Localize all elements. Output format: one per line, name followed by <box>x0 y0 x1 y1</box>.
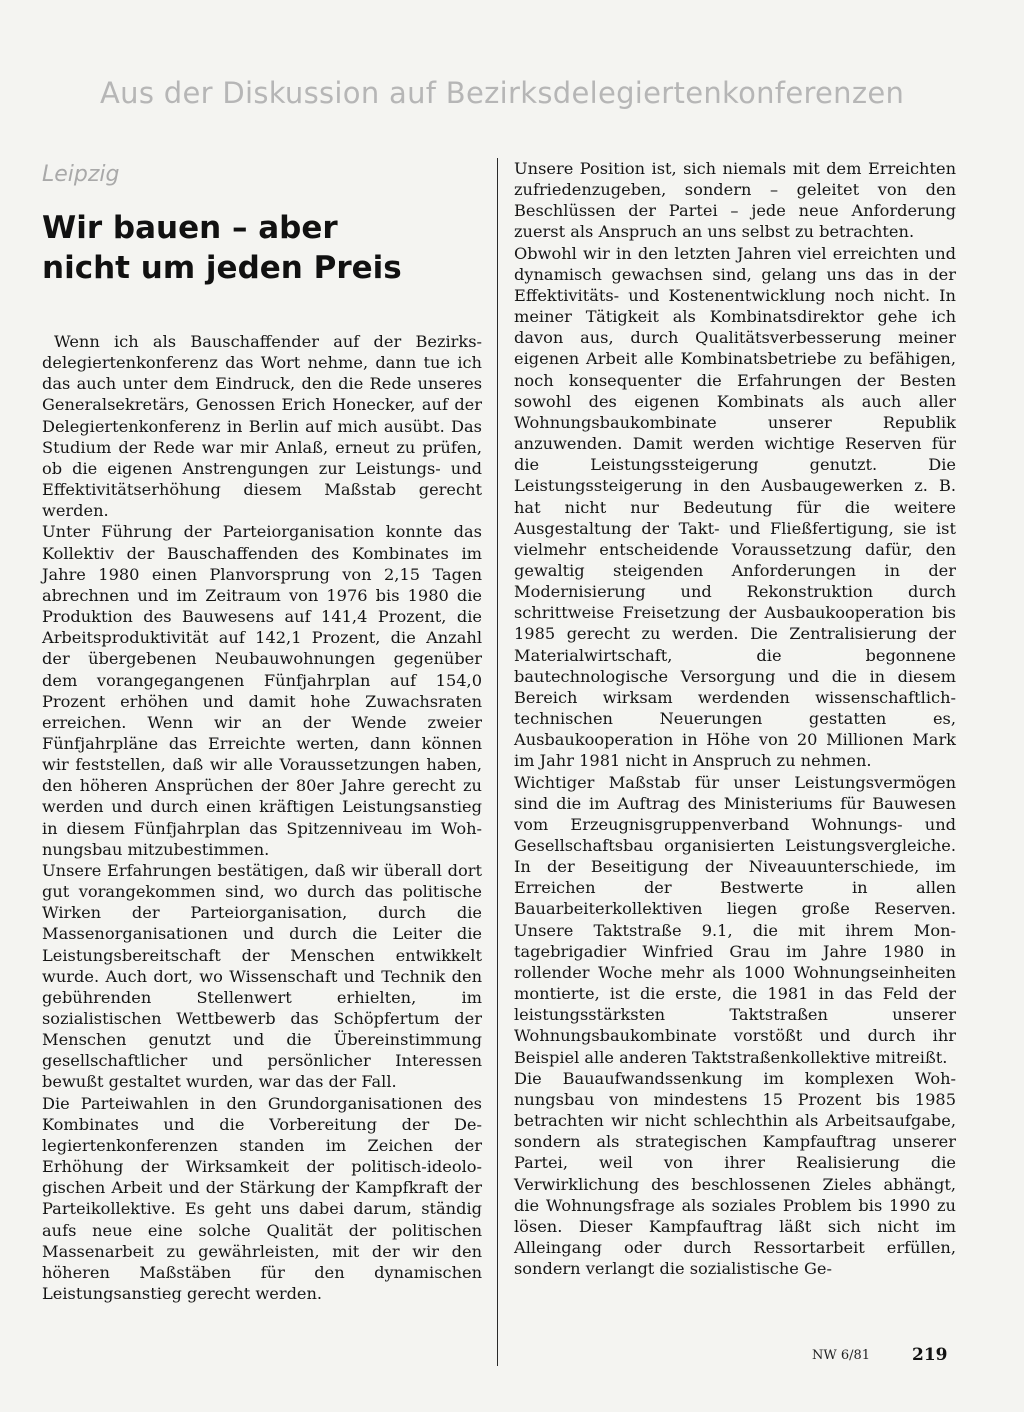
headline-line-2: nicht um jeden Preis <box>42 250 402 286</box>
right-column <box>514 158 956 1279</box>
page-number: 219 <box>912 1345 948 1365</box>
left-column <box>42 331 482 1304</box>
paragraph: Wichtiger Maßstab für unser Leistungsvermögen sind die im Auftrag des Ministeriums für Bauwesen vom Erzeugnisgruppenverband Wohnungs- und Gesellschaftsbau organisierten Leistungsvergleiche. In der Beseitigung der Niveauunterschiede, im Erreichen der Bestwerte in allen Bauarbeiterkollektiven liegen große Reserven. Unsere Taktstraße 9.1, die mit ihrem Montagebrigadier Winfried Grau im Jahre 1980 in rollender Woche mehr als 1000 Wohnungseinheiten montierte, ist die erste, die 1981 in das Feld der leistungsstärksten Taktstraßen unserer Wohnungsbaukombinate vorstößt und durch ihr Beispiel alle anderen Taktstraßenkollektive mitreißt. <box>514 772 956 1067</box>
issue-label: NW 6/81 <box>812 1348 871 1363</box>
paragraph: Wenn ich als Bauschaffender auf der Bezirksdelegiertenkonferenz das Wort nehme, dann tue ich das auch unter dem Eindruck, den die Rede unseres Generalsekretärs, Genossen Erich Honecker, auf der Delegiertenkonferenz in Berlin auf mich ausübt. Das Studium der Rede war mir Anlaß, erneut zu prüfen, ob die eigenen Anstrengungen zur Leistungs- und Effektivitätserhöhung diesem Maßstab gerecht werden. <box>42 332 482 521</box>
article-location: Leipzig <box>42 162 120 187</box>
paragraph: Obwohl wir in den letzten Jahren viel erreichten und dynamisch gewachsen sind, gelang uns das in der Effektivitäts- und Kostenentwicklung noch nicht. In meiner Tätigkeit als Kombinatsdirektor gehe ich davon aus, durch Qualitätsverbesserung meiner eigenen Arbeit alle Kombinatsbetriebe zu befähigen, noch konsequenter die Erfahrungen der Besten sowohl des eigenen Kombinats als auch aller Wohnungsbaukombinate unserer Republik anzuwenden. Damit werden wichtige Reserven für die Leistungssteigerung genutzt. Die Leistungssteigerung in den Ausbaugewerken z. B. hat nicht nur Bedeutung für die weitere Ausgestaltung der Takt- und Fließfertigung, sie ist vielmehr entscheidende Voraussetzung dafür, den gewaltig steigenden Anforderungen in der Modernisierung und Rekonstruktion durch schrittweise Freisetzung der Ausbaukooperation bis 1985 gerecht zu werden. Die Zentralisierung der Materialwirtschaft, die begonnene bautechnologische Versorgung und die in diesem Bereich wirksam werdenden wissenschaftlich-technischen Neuerungen gestatten es, Ausbaukooperation in Höhe von 20 Millionen Mark im Jahr 1981 nicht in Anspruch zu nehmen. <box>514 243 956 771</box>
paragraph: Unsere Erfahrungen bestätigen, daß wir überall dort gut vorangekommen sind, wo durch das politische Wirken der Parteiorganisation, durch die Massenorganisationen und durch die Leiter die Leistungsbereitschaft der Menschen entwikkelt wurde. Auch dort, wo Wissenschaft und Technik den gebührenden Stellenwert erhielten, im sozialistischen Wettbewerb das Schöpfertum der Menschen genutzt und die Übereinstimmung gesellschaftlicher und persönlicher Interessen bewußt gestaltet wurden, war das der Fall. <box>42 860 482 1092</box>
paragraph: Die Parteiwahlen in den Grundorganisationen des Kombinates und die Vorbereitung der Delegiertenkonferenzen standen im Zeichen der Erhöhung der Wirksamkeit der politisch-ideologischen Arbeit und der Stärkung der Kampfkraft der Parteikollektive. Es geht uns dabei darum, ständig aufs neue eine solche Qualität der politischen Massenarbeit zu gewährleisten, mit der wir den höheren Maßstäben für den dynamischen Leistungsanstieg gerecht werden. <box>42 1093 482 1304</box>
article-headline <box>42 208 482 288</box>
paragraph: Unter Führung der Parteiorganisation konnte das Kollektiv der Bauschaffenden des Kombinates im Jahre 1980 einen Planvorsprung von 2,15 Tagen abrechnen und im Zeitraum von 1976 bis 1980 die Produktion des Bauwesens auf 141,4 Prozent, die Arbeitsproduktivität auf 142,1 Prozent, die Anzahl der übergebenen Neubauwohnungen gegenüber dem vorangegangenen Fünfjahrplan auf 154,0 Prozent erhöhen und damit hohe Zuwachsraten erreichen. Wenn wir an der Wende zweier Fünfjahrpläne das Erreichte werten, dann können wir feststellen, daß wir alle Voraussetzungen haben, den höheren Ansprüchen der 80er Jahre gerecht zu werden und durch einen kräftigen Leistungsanstieg in diesem Fünfjahrplan das Spitzenniveau im Wohnungsbau mitzubestimmen. <box>42 522 482 859</box>
paragraph: Unsere Position ist, sich niemals mit dem Erreichten zufriedenzugeben, sondern – geleitet von den Beschlüssen der Partei – jede neue Anforderung zuerst als Anspruch an uns selbst zu betrachten. <box>514 159 956 242</box>
paragraph: Die Bauaufwandssenkung im komplexen Wohnungsbau von mindestens 15 Prozent bis 1985 betrachten wir nicht schlechthin als Arbeitsaufgabe, sondern als strategischen Kampfauftrag unserer Partei, weil von ihrer Realisierung die Verwirklichung des beschlossenen Zieles abhängt, die Wohnungsfrage als soziales Problem bis 1990 zu lösen. Dieser Kampfauftrag läßt sich nicht im Alleingang oder durch Ressortarbeit erfüllen, sondern verlangt die sozialistische Ge- <box>514 1068 956 1279</box>
column-divider <box>497 158 498 1366</box>
headline-line-1: Wir bauen – aber <box>42 210 338 246</box>
section-header: Aus der Diskussion auf Bezirksdelegiertenkonferenzen <box>100 76 905 110</box>
